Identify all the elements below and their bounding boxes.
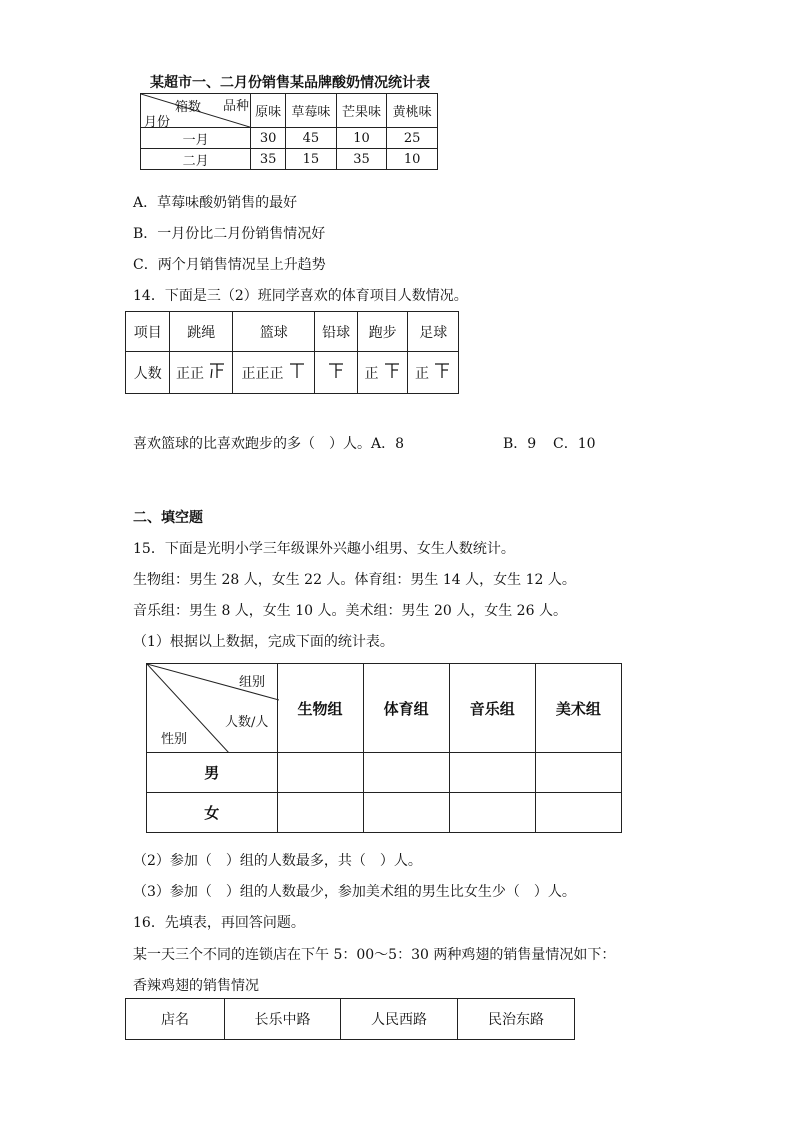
tally-partial-3-icon: [383, 363, 401, 379]
q15-blank-cell[interactable]: [277, 753, 363, 793]
q13-col-header: 黄桃味: [387, 94, 438, 128]
q14-sports-table: [125, 311, 459, 394]
q14-stem: 14．下面是三（2）班同学喜欢的体育项目人数情况。: [133, 288, 468, 304]
q14-header-cell: 足球: [408, 312, 459, 352]
q13-option-c: C．两个月销售情况呈上升趋势: [133, 257, 326, 273]
section-title: 二、填空题: [133, 510, 203, 526]
tally-partial-2-icon: [288, 363, 306, 379]
tally-text: 正: [364, 365, 379, 382]
q15-sub1: （1）根据以上数据，完成下面的统计表。: [133, 634, 394, 650]
q13-table-title: 某超市一、二月份销售某品牌酸奶情况统计表: [150, 75, 430, 91]
q13-cell: 35: [336, 149, 387, 170]
tally-text: 正正正: [241, 365, 284, 382]
q14-header-cell: 跳绳: [170, 312, 233, 352]
tally-partial-4-icon: [208, 363, 226, 379]
q13-cell: 10: [387, 149, 438, 170]
q13-option-b: B．一月份比二月份销售情况好: [133, 226, 326, 242]
q13-cell: 35: [251, 149, 286, 170]
q14-header-cell: 铅球: [315, 312, 358, 352]
q13-corner-right: 品种: [223, 99, 250, 114]
q16-header-cell: 人民西路: [341, 999, 458, 1040]
q16-stem: 16．先填表，再回答问题。: [133, 915, 305, 931]
q15-blank-cell[interactable]: [449, 753, 535, 793]
q15-col-header: 美术组: [535, 664, 621, 753]
q13-option-a: A．草莓味酸奶销售的最好: [133, 195, 298, 211]
tally-partial-3-icon: [327, 363, 345, 379]
q14-tally-basketball: [233, 352, 315, 394]
q15-row-label: 女: [147, 793, 278, 833]
q14-header-cell: 项目: [126, 312, 170, 352]
q14-question: 喜欢篮球的比喜欢跑步的多（ ）人。A．8: [133, 436, 405, 452]
q15-blank-cell[interactable]: [363, 753, 449, 793]
q16-header-cell: 长乐中路: [225, 999, 341, 1040]
q15-line2: 音乐组：男生 8 人，女生 10 人。美术组：男生 20 人，女生 26 人。: [133, 603, 567, 619]
q15-col-header: 音乐组: [449, 664, 535, 753]
q15-row-label: 男: [147, 753, 278, 793]
q15-corner-top: 组别: [239, 675, 266, 690]
q14-tally-running: [357, 352, 408, 394]
q15-line1: 生物组：男生 28 人，女生 22 人。体育组：男生 14 人，女生 12 人。: [133, 572, 576, 588]
q14-option-c: C．10: [553, 436, 596, 452]
q15-sub3: （3）参加（ ）组的人数最少，参加美术组的男生比女生少（ ）人。: [133, 884, 576, 900]
q13-row-label: 二月: [141, 149, 251, 170]
q13-cell: 45: [286, 128, 337, 149]
q16-table: [125, 998, 575, 1040]
q16-header-cell: 店名: [126, 999, 225, 1040]
q14-row-label: 人数: [126, 352, 170, 394]
q14-tally-jumprope: [170, 352, 233, 394]
q13-cell: 10: [336, 128, 387, 149]
q14-header-cell: 跑步: [357, 312, 408, 352]
q13-cell: 25: [387, 128, 438, 149]
q14-header-cell: 篮球: [233, 312, 315, 352]
q16-line1: 某一天三个不同的连锁店在下午 5：00～5：30 两种鸡翅的销售量情况如下：: [133, 947, 616, 963]
q15-blank-cell[interactable]: [449, 793, 535, 833]
q15-col-header: 体育组: [363, 664, 449, 753]
q15-blank-cell[interactable]: [277, 793, 363, 833]
q16-header-cell: 民治东路: [458, 999, 575, 1040]
q13-cell: 30: [251, 128, 286, 149]
q13-sales-table: [140, 93, 438, 170]
q15-blank-cell[interactable]: [535, 793, 621, 833]
q15-sub2: （2）参加（ ）组的人数最多，共（ ）人。: [133, 853, 422, 869]
tally-text: 正正: [176, 365, 204, 382]
q14-tally-football: [408, 352, 459, 394]
q13-col-header: 芒果味: [336, 94, 387, 128]
q13-diagonal-header: [141, 94, 251, 128]
q15-diagonal-header: [147, 664, 278, 753]
tally-text: 正: [414, 365, 429, 382]
q15-blank-cell[interactable]: [535, 753, 621, 793]
q15-stem: 15．下面是光明小学三年级课外兴趣小组男、女生人数统计。: [133, 541, 515, 557]
q13-corner-top: 箱数: [175, 100, 202, 115]
q15-stats-table: [146, 663, 622, 833]
tally-partial-3-icon: [433, 363, 451, 379]
q15-corner-bottom: 性别: [161, 732, 188, 747]
q13-cell: 15: [286, 149, 337, 170]
q15-col-header: 生物组: [277, 664, 363, 753]
q15-corner-mid: 人数/人: [225, 715, 269, 730]
q15-blank-cell[interactable]: [363, 793, 449, 833]
q13-corner-bottom: 月份: [144, 115, 171, 130]
q13-col-header: 草莓味: [286, 94, 337, 128]
q13-col-header: 原味: [251, 94, 286, 128]
q16-line2: 香辣鸡翅的销售情况: [133, 978, 259, 994]
q14-tally-shotput: [315, 352, 358, 394]
q13-row-label: 一月: [141, 128, 251, 149]
q14-option-b: B．9: [503, 436, 537, 452]
